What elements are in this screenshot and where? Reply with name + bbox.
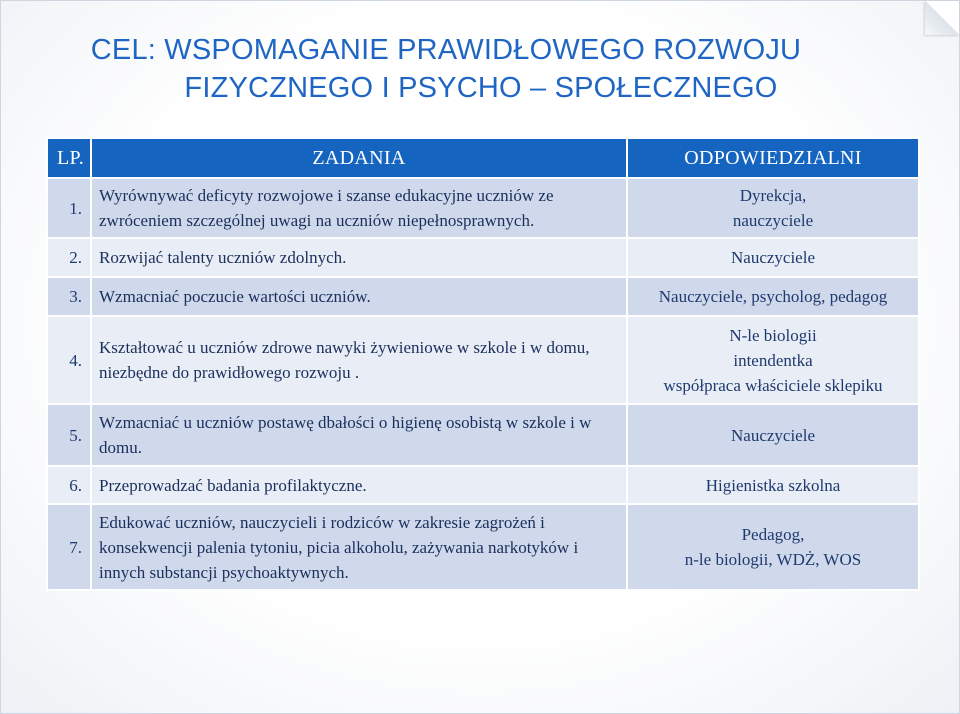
responsible-line: Nauczyciele xyxy=(731,248,815,267)
row-number: 2. xyxy=(47,238,91,277)
table-row xyxy=(47,504,919,590)
responsible-line: Nauczyciele xyxy=(731,425,815,445)
row-task: Wyrównywać deficyty rozwojowe i szanse edukacyjne uczniów ze zwróceniem szczególnej uwagi na uczniów niepełnosprawnych. xyxy=(91,178,627,238)
row-number: 7. xyxy=(47,504,91,590)
row-task: Rozwijać talenty uczniów zdolnych. xyxy=(91,238,627,277)
table-row xyxy=(47,466,919,504)
table-row xyxy=(47,316,919,404)
row-task: Wzmacniać poczucie wartości uczniów. xyxy=(91,277,627,316)
responsible-line: intendentka xyxy=(733,350,813,370)
responsible-line: n-le biologii, WDŻ, WOS xyxy=(684,550,862,569)
page-curl-decoration xyxy=(925,1,959,35)
row-number: 3. xyxy=(47,277,91,316)
row-task: Edukować uczniów, nauczycieli i rodziców w zakresie zagrożeń i konsekwencji palenia tytoniu, picia alkoholu, zażywania narkotyków i innych substancji psychoaktywnych. xyxy=(91,504,627,590)
table-header-row xyxy=(47,138,919,178)
title-line-2: FIZYCZNEGO I PSYCHO – SPOŁECZNEGO xyxy=(184,72,778,104)
row-responsible xyxy=(627,238,919,277)
responsible-line: Pedagog, xyxy=(741,525,805,544)
responsible-line: współpraca właściciele sklepiku xyxy=(663,375,883,395)
row-task: Kształtować u uczniów zdrowe nawyki żywieniowe w szkole i w domu, niezbędne do prawidłowego rozwoju . xyxy=(91,316,627,404)
row-number: 5. xyxy=(47,404,91,466)
row-responsible xyxy=(627,466,919,504)
header-lp: LP. xyxy=(47,138,91,178)
responsible-line: Higienistka szkolna xyxy=(705,475,841,495)
row-responsible xyxy=(627,277,919,316)
header-zadania: ZADANIA xyxy=(91,138,627,178)
row-responsible xyxy=(627,178,919,238)
title-line-1: CEL: WSPOMAGANIE PRAWIDŁOWEGO ROZWOJU xyxy=(90,34,802,66)
row-number: 4. xyxy=(47,316,91,404)
table-row xyxy=(47,178,919,238)
row-number: 1. xyxy=(47,178,91,238)
table-row xyxy=(47,404,919,466)
header-odpowiedzialni: ODPOWIEDZIALNI xyxy=(627,138,919,178)
row-responsible xyxy=(627,504,919,590)
responsible-line: Nauczyciele, psycholog, pedagog xyxy=(658,287,888,306)
responsible-line: N-le biologii xyxy=(729,325,817,345)
table-row xyxy=(47,277,919,316)
row-responsible xyxy=(627,316,919,404)
row-task: Przeprowadzać badania profilaktyczne. xyxy=(91,466,627,504)
responsible-line: Dyrekcja, xyxy=(739,186,807,205)
row-responsible xyxy=(627,404,919,466)
responsible-line: nauczyciele xyxy=(732,211,814,230)
tasks-table xyxy=(46,137,920,591)
row-task: Wzmacniać u uczniów postawę dbałości o higienę osobistą w szkole i w domu. xyxy=(91,404,627,466)
row-number: 6. xyxy=(47,466,91,504)
table-row xyxy=(47,238,919,277)
